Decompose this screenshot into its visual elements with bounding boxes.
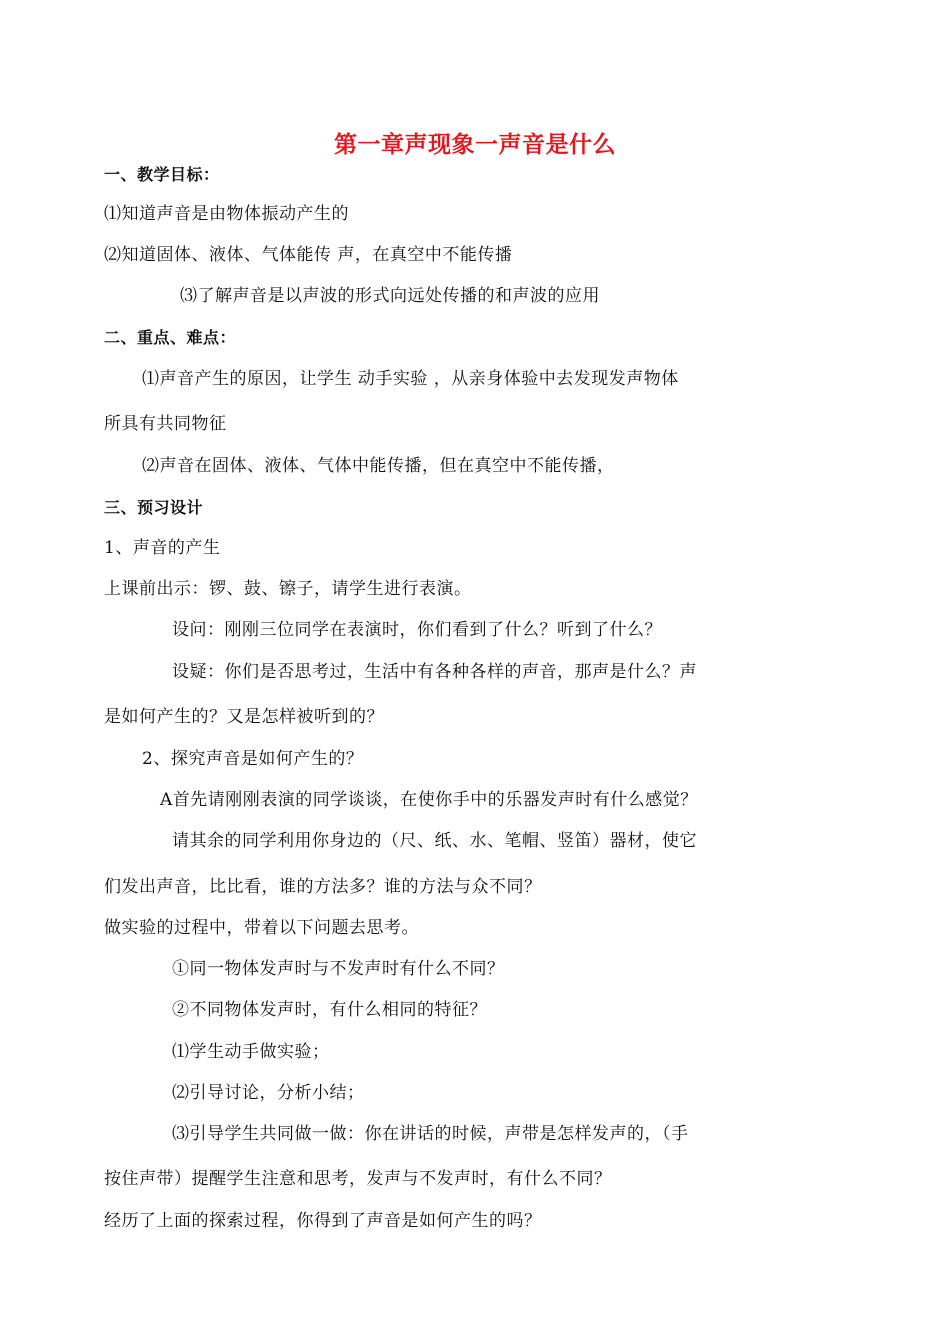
section-heading-preview: 三、预习设计 <box>104 498 204 517</box>
page-title: 第一章声现象一声音是什么 <box>334 132 616 158</box>
preview-line: ⑴学生动手做实验； <box>172 1042 330 1062</box>
preview-line: 上课前出示：锣、鼓、镲子，请学生进行表演。 <box>104 579 472 599</box>
preview-line: 按住声带）提醒学生注意和思考，发声与不发声时，有什么不同？ <box>104 1169 612 1189</box>
preview-line: A首先请刚刚表演的同学谈谈，在使你手中的乐器发声时有什么感觉？ <box>160 790 698 810</box>
section-heading-key-points: 二、重点、难点： <box>104 328 237 347</box>
key-point-item: 所具有共同物征 <box>104 414 227 434</box>
key-point-item: ⑴声音产生的原因，让学生 动手实验 ，从亲身体验中去发现发声物体 <box>142 369 679 389</box>
key-point-item: ⑵声音在固体、液体、气体中能传播，但在真空中不能传播， <box>142 456 615 476</box>
preview-line: 是如何产生的？又是怎样被听到的？ <box>104 707 384 727</box>
goal-item: ⑶了解声音是以声波的形式向远处传播的和声波的应用 <box>180 286 600 306</box>
goal-item: ⑴知道声音是由物体振动产生的 <box>104 204 349 224</box>
preview-line: 做实验的过程中，带着以下问题去思考。 <box>104 918 419 938</box>
preview-line: 们发出声音，比比看，谁的方法多？谁的方法与众不同？ <box>104 877 542 897</box>
preview-line: 经历了上面的探索过程，你得到了声音是如何产生的吗？ <box>104 1211 542 1231</box>
preview-line: 2、探究声音是如何产生的？ <box>142 749 364 769</box>
preview-line: ②不同物体发声时，有什么相同的特征？ <box>172 1000 487 1020</box>
preview-line: ⑶引导学生共同做一做：你在讲话的时候，声带是怎样发声的，（手 <box>172 1124 689 1144</box>
section-heading-goals: 一、教学目标： <box>104 165 220 184</box>
preview-line: ⑵引导讨论，分析小结； <box>172 1083 365 1103</box>
preview-line: ①同一物体发声时与不发声时有什么不同？ <box>172 959 505 979</box>
preview-line: 设问：刚刚三位同学在表演时，你们看到了什么？听到了什么？ <box>172 620 662 640</box>
preview-line: 设疑：你们是否思考过，生活中有各种各样的声音，那声是什么？声 <box>172 662 697 682</box>
preview-line: 1、声音的产生 <box>104 538 221 558</box>
preview-line: 请其余的同学利用你身边的（尺、纸、水、笔帽、竖笛）器材，使它 <box>172 831 697 851</box>
goal-item: ⑵知道固体、液体、气体能传 声，在真空中不能传播 <box>104 245 513 265</box>
